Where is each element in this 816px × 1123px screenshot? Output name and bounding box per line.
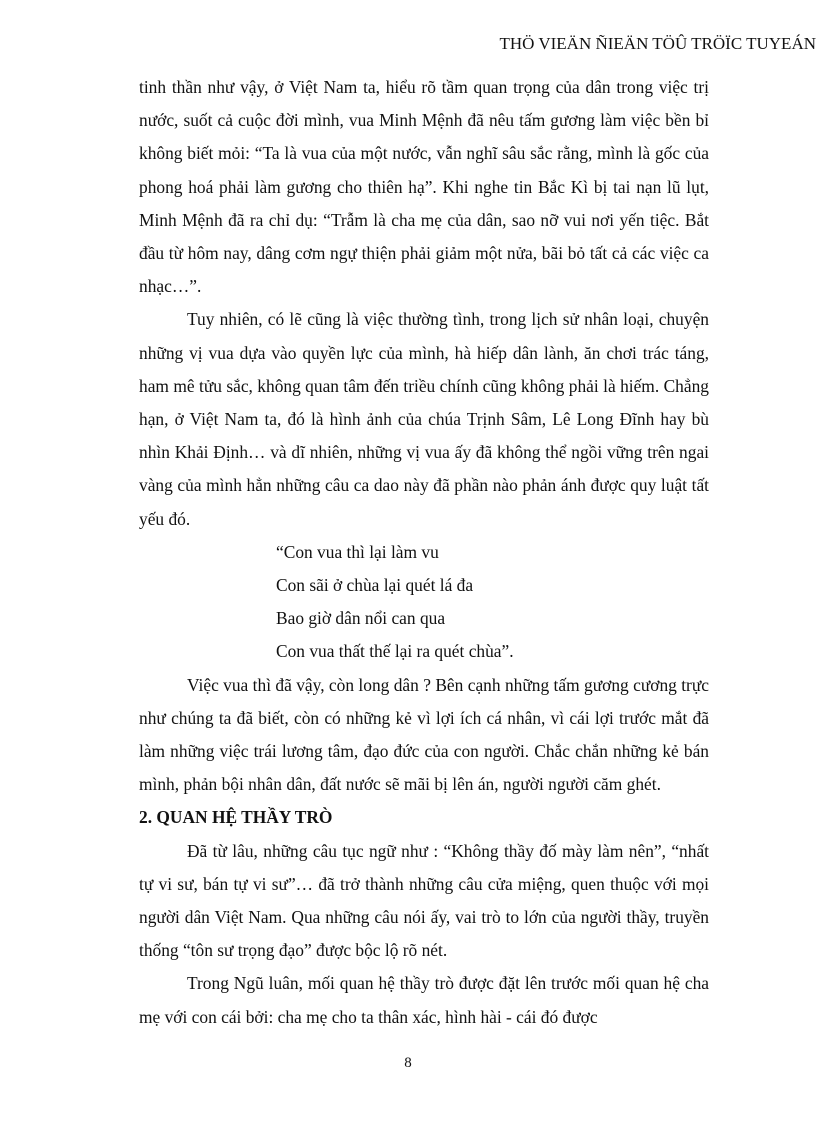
poem-line: Con vua thất thế lại ra quét chùa”.: [276, 641, 514, 662]
page-body: [139, 71, 709, 1034]
paragraph: Trong Ngũ luân, mối quan hệ thầy trò được đặt lên trước mối quan hệ cha mẹ với con cái bởi: cha mẹ cho ta thân xác, hình hài - cái đó được: [139, 973, 709, 1027]
poem-line: “Con vua thì lại làm vu: [276, 541, 439, 562]
paragraph: Việc vua thì đã vậy, còn long dân ? Bên cạnh những tấm gương cương trực như chúng ta đã biết, còn có những kẻ vì lợi ích cá nhân, vì cái lợi trước mắt đã làm những việc trái lương tâm, đạo đức của con người. Chắc chắn những kẻ bán mình, phản bội nhân dân, đất nước sẽ mãi bị lên án, người người căm ghét.: [139, 674, 709, 795]
section-heading: 2. QUAN HỆ THẦY TRÒ: [139, 807, 333, 828]
page-number: 8: [404, 1055, 412, 1071]
paragraph: tinh thần như vậy, ở Việt Nam ta, hiểu rõ tầm quan trọng của dân trong việc trị nước, suốt cả cuộc đời mình, vua Minh Mệnh đã nêu tấm gương làm việc bền bỉ không biết mỏi: “Ta là vua của một nước, vẫn nghĩ sâu sắc rằng, mình là gốc của phong hoá phải làm gương cho thiên hạ”. Khi nghe tin Bắc Kì bị tai nạn lũ lụt, Minh Mệnh đã ra chỉ dụ: “Trẫm là cha mẹ của dân, sao nỡ vui nơi yến tiệc. Bắt đầu từ hôm nay, dâng cơm ngự thiện phải giảm một nửa, bãi bỏ tất cả các việc ca nhạc…”.: [139, 77, 709, 297]
poem-line: Con sãi ở chùa lại quét lá đa: [276, 575, 474, 596]
paragraph: Tuy nhiên, có lẽ cũng là việc thường tình, trong lịch sử nhân loại, chuyện những vị vua dựa vào quyền lực của mình, hà hiếp dân lành, ăn chơi trác táng, ham mê tửu sắc, không quan tâm đến triều chính cũng không phải là hiếm. Chẳng hạn, ở Việt Nam ta, đó là hình ảnh của chúa Trịnh Sâm, Lê Long Đĩnh hay bù nhìn Khải Định… và dĩ nhiên, những vị vua ấy đã không thể ngồi vững trên ngai vàng của mình hẳn những câu ca dao này đã phần nào phản ánh được quy luật tất yếu đó.: [139, 309, 709, 529]
folk-poem: [139, 536, 709, 669]
library-header: THÖ VIEÄN ÑIEÄN TÖÛ TRÖÏC TUYEÁN: [499, 34, 816, 53]
paragraph: Đã từ lâu, những câu tục ngữ như : “Không thầy đố mày làm nên”, “nhất tự vi sư, bán tự vi sư”… đã trở thành những câu cửa miệng, quen thuộc với mọi người dân Việt Nam. Qua những câu nói ấy, vai trò to lớn của người thầy, truyền thống “tôn sư trọng đạo” được bộc lộ rõ nét.: [139, 840, 709, 961]
poem-line: Bao giờ dân nổi can qua: [276, 608, 446, 629]
